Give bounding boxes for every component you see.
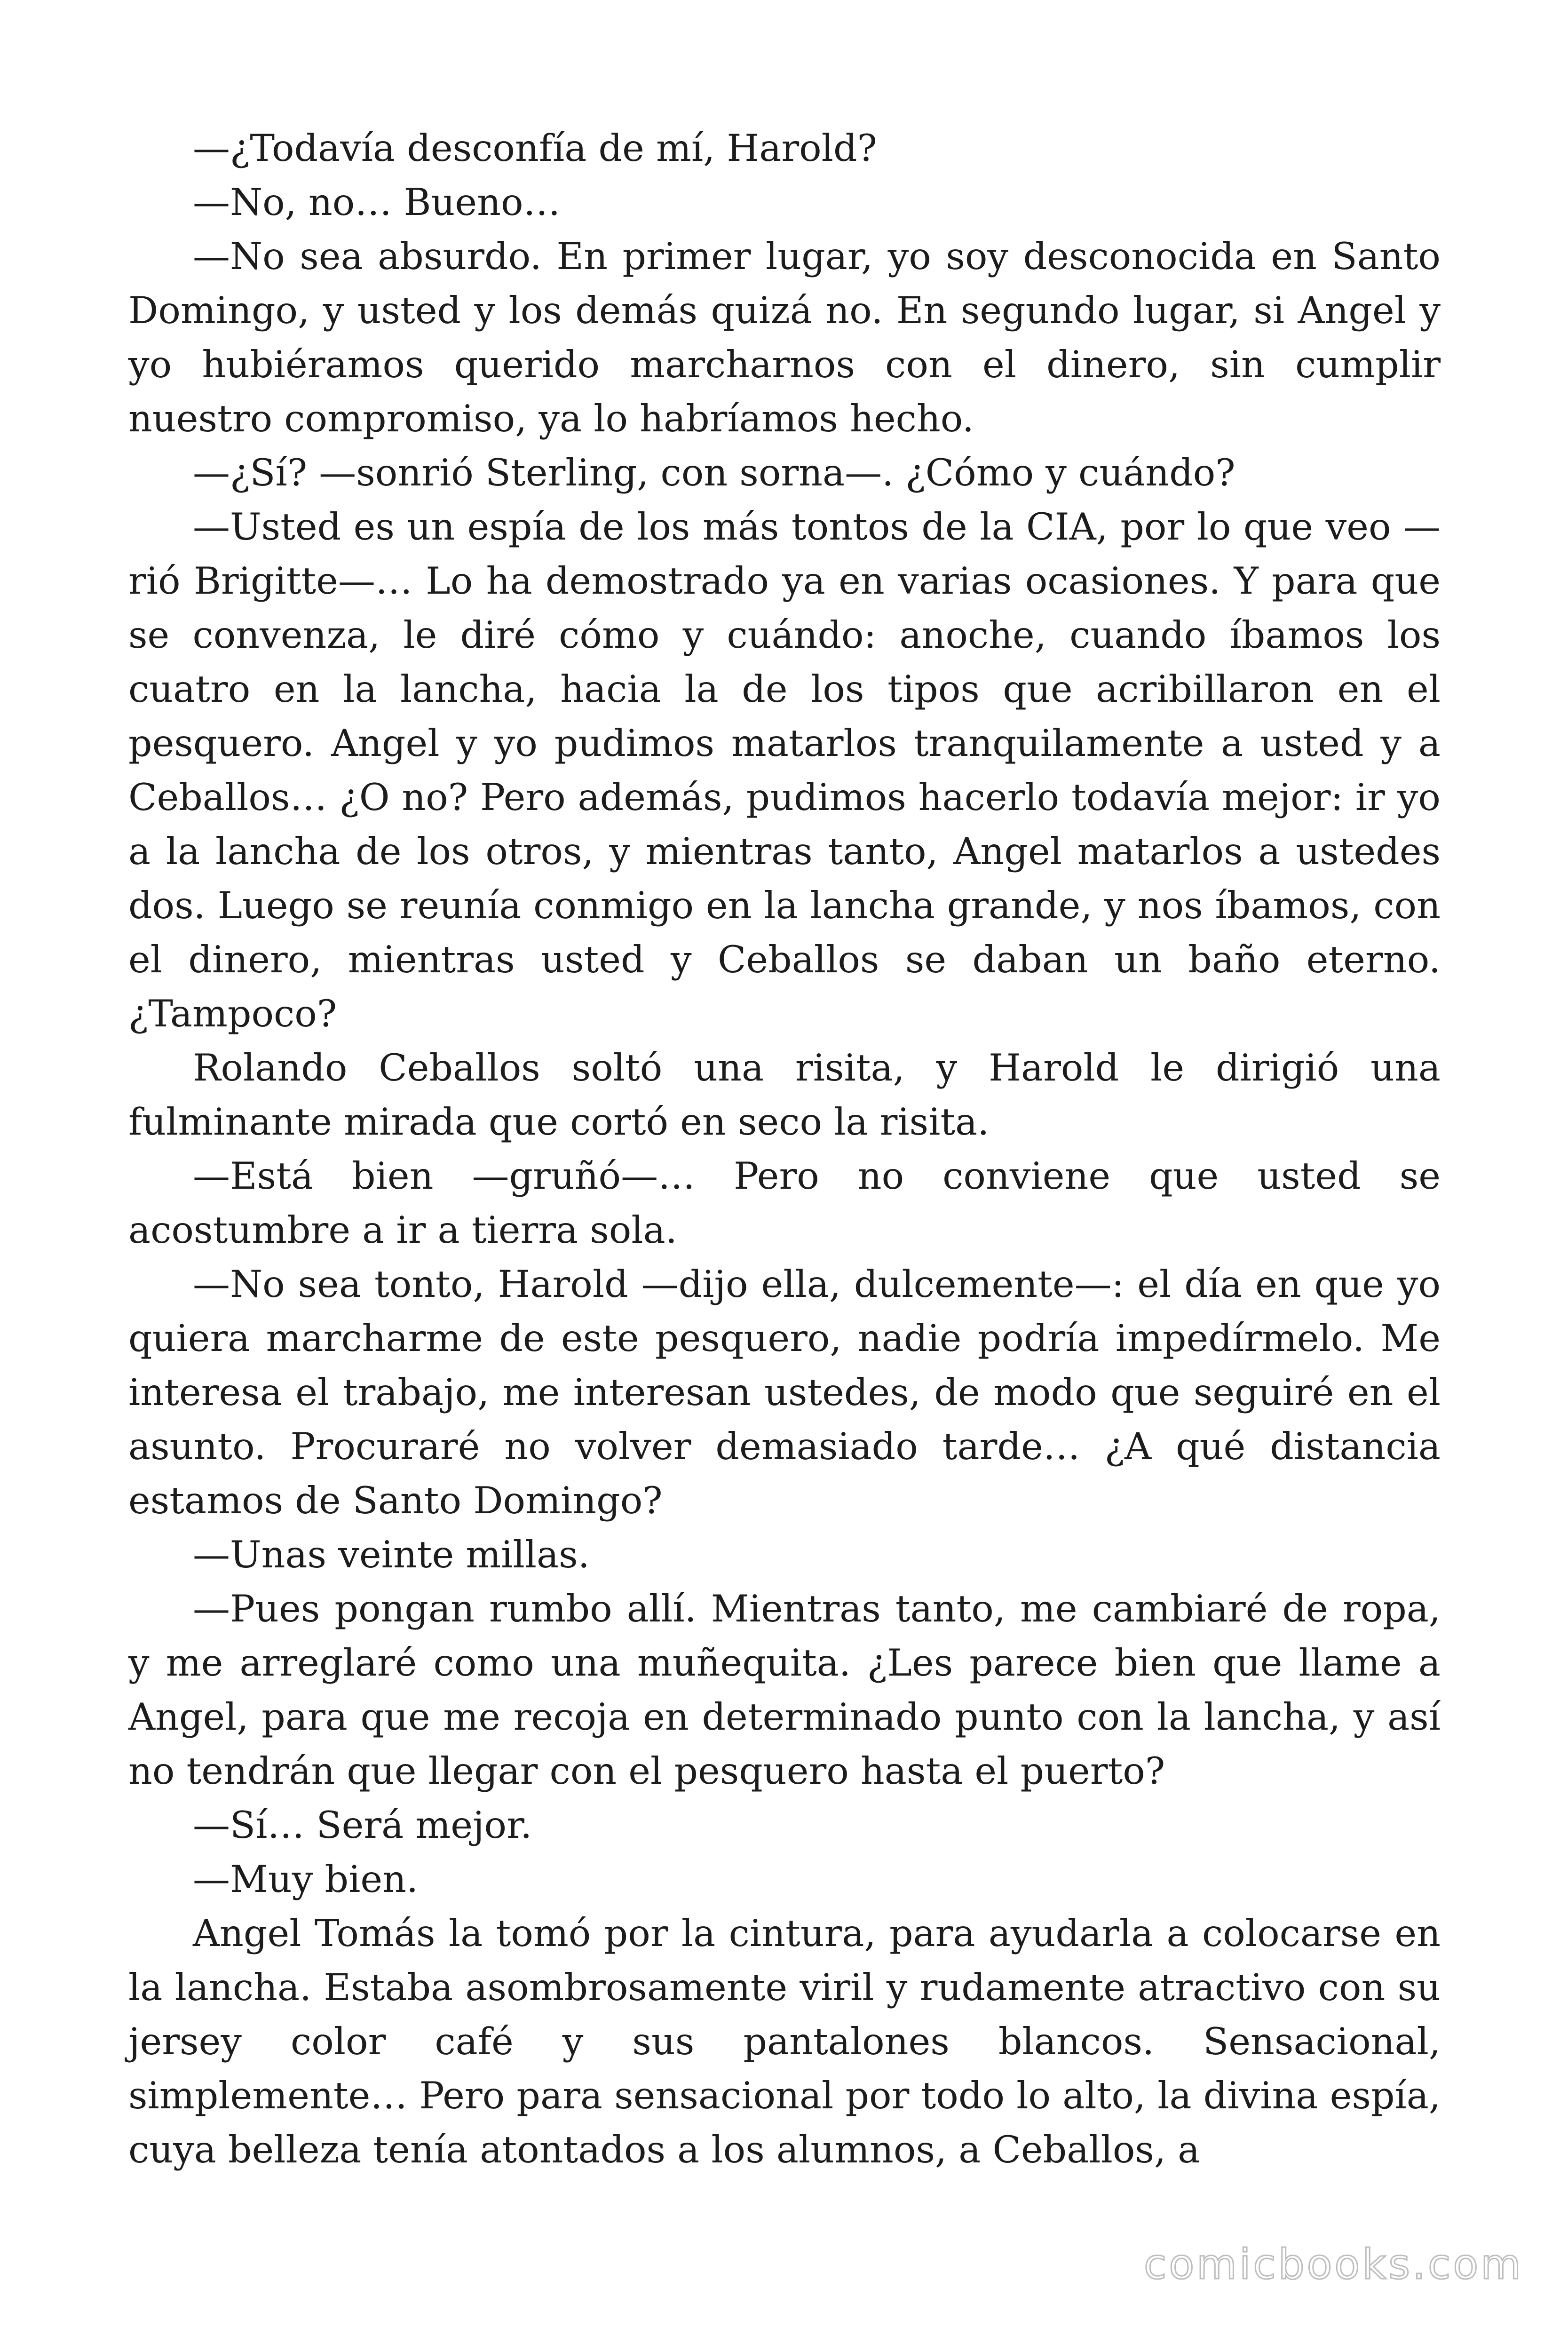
paragraph: —Unas veinte millas. bbox=[193, 1533, 590, 1576]
paragraph: —No, no… Bueno… bbox=[193, 181, 561, 224]
paragraph: Rolando Ceballos soltó una risita, y Harold le dirigió una fulminante mirada que cortó en seco la risita. bbox=[128, 1046, 1441, 1144]
paragraph: —No sea absurdo. En primer lugar, yo soy desconocida en Santo Domingo, y usted y los demás quizá no. En segundo lugar, si Angel y yo hubiéramos querido marcharnos con el dinero, sin cumplir nuestro compromiso, ya lo habríamos hecho. bbox=[128, 235, 1441, 440]
watermark: comicbooks.com bbox=[1143, 2240, 1523, 2288]
paragraph: —Pues pongan rumbo allí. Mientras tanto, me cambiaré de ropa, y me arreglaré como una muñequita. ¿Les parece bien que llame a Angel, para que me recoja en determinado punto con la lancha, y así no tendrán que llegar con el pesquero hasta el puerto? bbox=[128, 1587, 1441, 1793]
paragraph: —¿Sí? —sonrió Sterling, con sorna—. ¿Cómo y cuándo? bbox=[193, 451, 1235, 494]
paragraph: Angel Tomás la tomó por la cintura, para ayudarla a colocarse en la lancha. Estaba asombrosamente viril y rudamente atractivo con su jersey color café y sus pantalones blancos. Sensacional, simplemente… Pero para sensacional por todo lo alto, la divina espía, cuya belleza tenía atontados a los alumnos, a Ceballos, a bbox=[128, 1912, 1441, 2171]
page-body bbox=[128, 121, 1441, 2177]
paragraph: —Sí… Será mejor. bbox=[193, 1804, 532, 1847]
paragraph: —Está bien —gruñó—… Pero no conviene que usted se acostumbre a ir a tierra sola. bbox=[128, 1154, 1441, 1252]
paragraph: —Usted es un espía de los más tontos de la CIA, por lo que veo —rió Brigitte—… Lo ha demostrado ya en varias ocasiones. Y para que se convenza, le diré cómo y cuándo: anoche, cuando íbamos los cuatro en la lancha, hacia la de los tipos que acribillaron en el pesquero. Angel y yo pudimos matarlos tranquilamente a usted y a Ceballos… ¿O no? Pero además, pudimos hacerlo todavía mejor: ir yo a la lancha de los otros, y mientras tanto, Angel matarlos a ustedes dos. Luego se reunía conmigo en la lancha grande, y nos íbamos, con el dinero, mientras usted y Ceballos se daban un baño eterno. ¿Tampoco? bbox=[128, 505, 1441, 1035]
paragraph: —No sea tonto, Harold —dijo ella, dulcemente—: el día en que yo quiera marcharme de este pesquero, nadie podría impedírmelo. Me interesa el trabajo, me interesan ustedes, de modo que seguiré en el asunto. Procuraré no volver demasiado tarde… ¿A qué distancia estamos de Santo Domingo? bbox=[128, 1263, 1441, 1522]
paragraph: —Muy bien. bbox=[193, 1858, 419, 1901]
paragraph: —¿Todavía desconfía de mí, Harold? bbox=[193, 127, 877, 170]
